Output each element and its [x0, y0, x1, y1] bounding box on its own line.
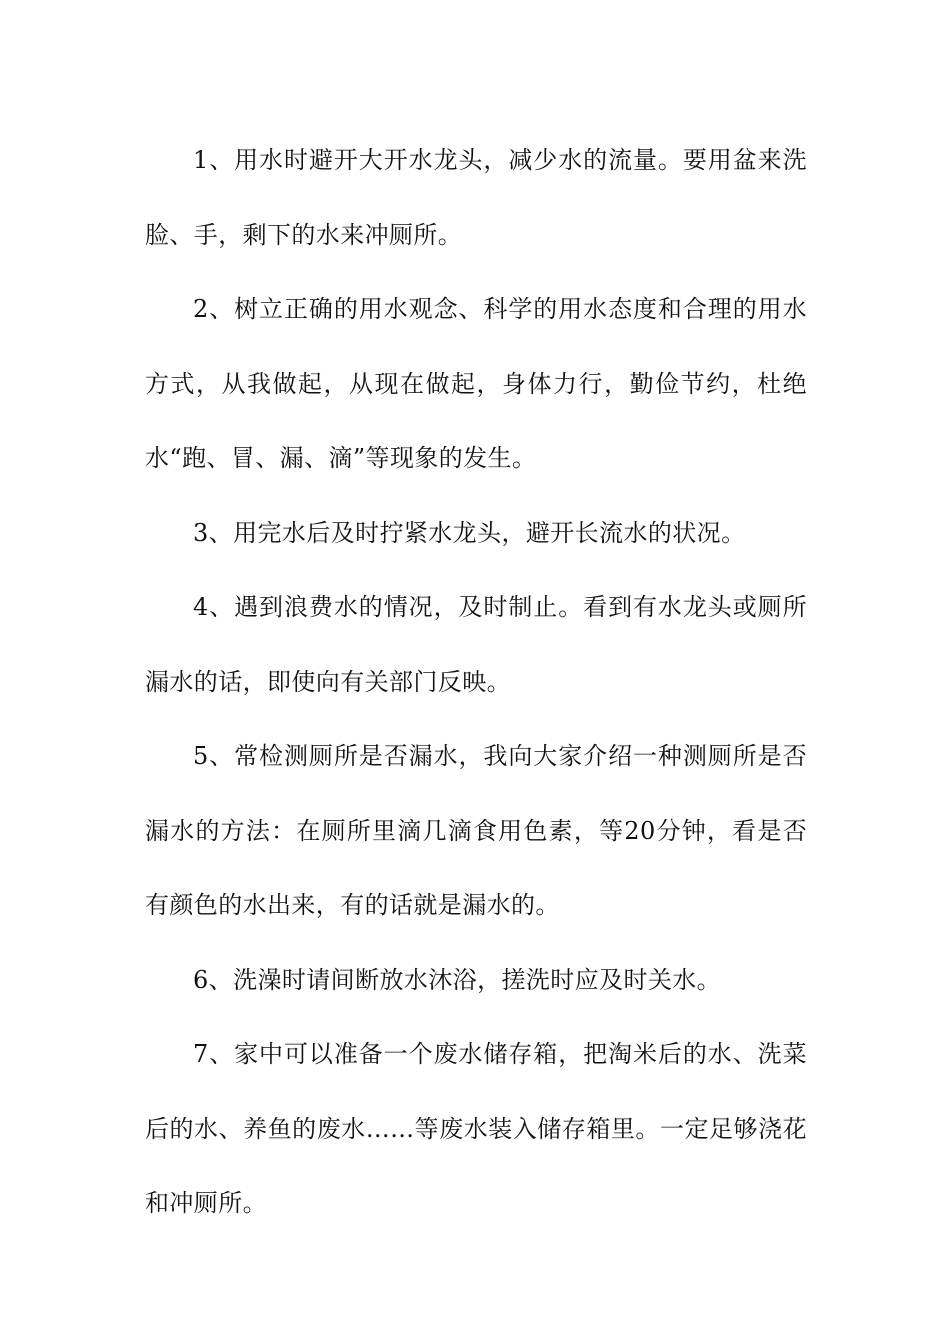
- paragraph-7: 7、家中可以准备一个废水储存箱，把淘米后的水、洗菜后的水、养鱼的废水……等废水装入储存箱里。一定足够浇花和冲厕所。: [145, 1040, 807, 1217]
- paragraph-1: 1、用水时避开大开水龙头，减少水的流量。要用盆来洗脸、手，剩下的水来冲厕所。: [145, 146, 807, 249]
- paragraph-6: 6、洗澡时请间断放水沐浴，搓洗时应及时关水。: [193, 965, 722, 994]
- document-body: [145, 123, 807, 1241]
- paragraph-3: 3、用完水后及时拧紧水龙头，避开长流水的状况。: [193, 518, 746, 547]
- paragraph-2: 2、树立正确的用水观念、科学的用水态度和合理的用水方式，从我做起，从现在做起，身体力行，勤俭节约，杜绝水“跑、冒、漏、滴”等现象的发生。: [145, 295, 807, 472]
- paragraph-4: 4、遇到浪费水的情况，及时制止。看到有水龙头或厕所漏水的话，即使向有关部门反映。: [145, 593, 807, 696]
- paragraph-5: 5、常检测厕所是否漏水，我向大家介绍一种测厕所是否漏水的方法：在厕所里滴几滴食用色素，等20分钟，看是否有颜色的水出来，有的话就是漏水的。: [145, 742, 807, 919]
